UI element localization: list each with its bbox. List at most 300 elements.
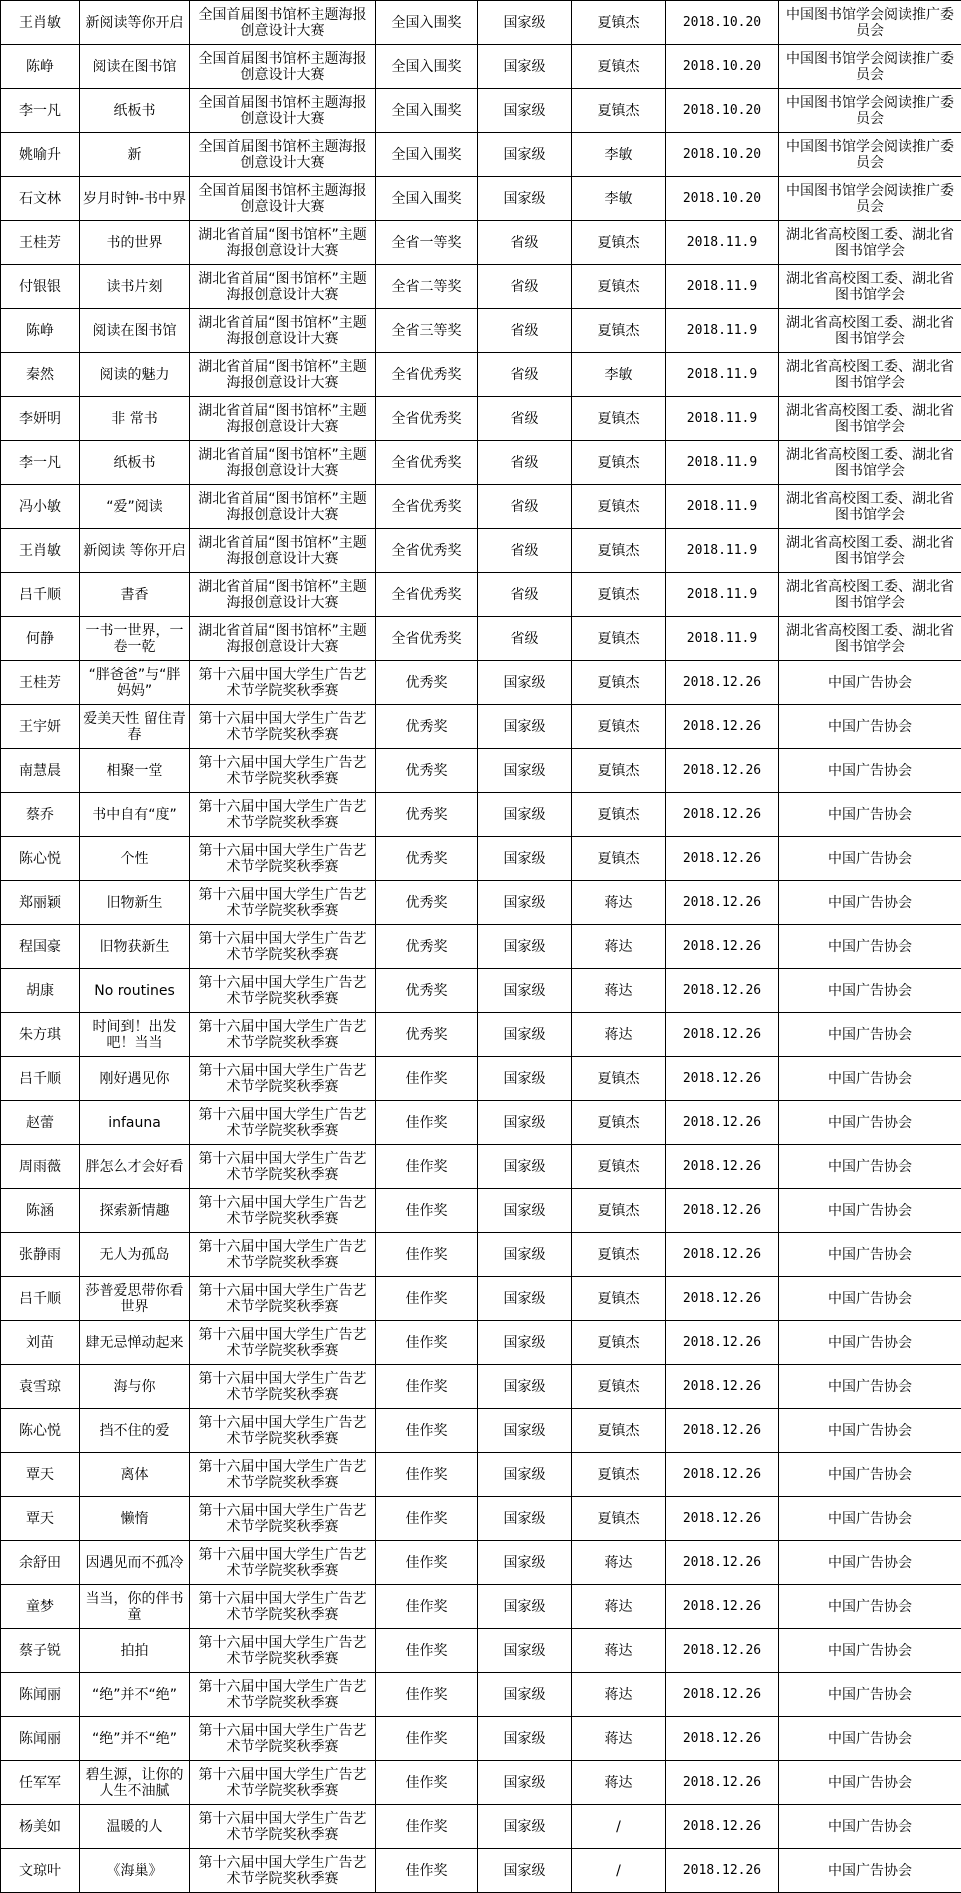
award-level-cell: 优秀奖 — [376, 925, 478, 969]
competition-name-cell: 第十六届中国大学生广告艺术节学院奖秋季赛 — [190, 1761, 376, 1805]
award-grade-cell: 国家级 — [478, 133, 572, 177]
work-title-cell: 拍拍 — [80, 1629, 190, 1673]
student-name-cell: 朱方琪 — [1, 1013, 80, 1057]
work-title-cell: 懒惰 — [80, 1497, 190, 1541]
award-date-cell: 2018.12.26 — [666, 1717, 779, 1761]
advisor-cell: 李敏 — [572, 353, 666, 397]
table-row — [1, 881, 961, 925]
student-name-cell: 陈闻丽 — [1, 1673, 80, 1717]
organizer-cell: 中国广告协会 — [779, 881, 961, 925]
award-grade-cell: 省级 — [478, 485, 572, 529]
award-date-cell: 2018.11.9 — [666, 397, 779, 441]
advisor-cell: 蒋达 — [572, 1541, 666, 1585]
competition-name-cell: 湖北省首届“图书馆杯”主题海报创意设计大赛 — [190, 397, 376, 441]
award-level-cell: 优秀奖 — [376, 705, 478, 749]
award-date-cell: 2018.10.20 — [666, 1, 779, 45]
table-row — [1, 1, 961, 45]
award-grade-cell: 国家级 — [478, 705, 572, 749]
award-grade-cell: 国家级 — [478, 1057, 572, 1101]
award-level-cell: 佳作奖 — [376, 1673, 478, 1717]
award-grade-cell: 国家级 — [478, 881, 572, 925]
award-date-cell: 2018.11.9 — [666, 353, 779, 397]
student-name-cell: 文琼叶 — [1, 1849, 80, 1893]
advisor-cell: 蒋达 — [572, 1761, 666, 1805]
advisor-cell: 夏镇杰 — [572, 485, 666, 529]
student-name-cell: 秦然 — [1, 353, 80, 397]
competition-name-cell: 湖北省首届“图书馆杯”主题海报创意设计大赛 — [190, 485, 376, 529]
award-grade-cell: 国家级 — [478, 1321, 572, 1365]
award-date-cell: 2018.12.26 — [666, 1013, 779, 1057]
award-level-cell: 佳作奖 — [376, 1145, 478, 1189]
advisor-cell: 李敏 — [572, 133, 666, 177]
table-row — [1, 309, 961, 353]
award-date-cell: 2018.10.20 — [666, 133, 779, 177]
award-level-cell: 全国入围奖 — [376, 177, 478, 221]
organizer-cell: 中国广告协会 — [779, 749, 961, 793]
award-grade-cell: 国家级 — [478, 793, 572, 837]
table-row — [1, 1497, 961, 1541]
competition-name-cell: 第十六届中国大学生广告艺术节学院奖秋季赛 — [190, 1233, 376, 1277]
award-date-cell: 2018.12.26 — [666, 1057, 779, 1101]
student-name-cell: 覃天 — [1, 1497, 80, 1541]
award-grade-cell: 国家级 — [478, 1101, 572, 1145]
student-name-cell: 蔡乔 — [1, 793, 80, 837]
award-level-cell: 佳作奖 — [376, 1189, 478, 1233]
table-row — [1, 1849, 961, 1893]
advisor-cell: 夏镇杰 — [572, 529, 666, 573]
table-row — [1, 837, 961, 881]
organizer-cell: 中国图书馆学会阅读推广委员会 — [779, 177, 961, 221]
award-grade-cell: 省级 — [478, 221, 572, 265]
award-level-cell: 佳作奖 — [376, 1497, 478, 1541]
advisor-cell: 夏镇杰 — [572, 573, 666, 617]
award-date-cell: 2018.12.26 — [666, 1277, 779, 1321]
work-title-cell: 书中自有“度” — [80, 793, 190, 837]
award-date-cell: 2018.11.9 — [666, 485, 779, 529]
award-grade-cell: 国家级 — [478, 45, 572, 89]
award-date-cell: 2018.12.26 — [666, 1497, 779, 1541]
organizer-cell: 中国广告协会 — [779, 1849, 961, 1893]
competition-name-cell: 湖北省首届“图书馆杯”主题海报创意设计大赛 — [190, 309, 376, 353]
award-grade-cell: 国家级 — [478, 661, 572, 705]
award-date-cell: 2018.10.20 — [666, 89, 779, 133]
competition-name-cell: 第十六届中国大学生广告艺术节学院奖秋季赛 — [190, 1453, 376, 1497]
student-name-cell: 李妍明 — [1, 397, 80, 441]
organizer-cell: 中国广告协会 — [779, 1145, 961, 1189]
award-grade-cell: 省级 — [478, 573, 572, 617]
student-name-cell: 任军军 — [1, 1761, 80, 1805]
student-name-cell: 余舒田 — [1, 1541, 80, 1585]
competition-name-cell: 湖北省首届“图书馆杯”主题海报创意设计大赛 — [190, 265, 376, 309]
competition-name-cell: 第十六届中国大学生广告艺术节学院奖秋季赛 — [190, 925, 376, 969]
student-name-cell: 周雨薇 — [1, 1145, 80, 1189]
organizer-cell: 中国广告协会 — [779, 1585, 961, 1629]
work-title-cell: 当当，你的伴书童 — [80, 1585, 190, 1629]
table-row — [1, 529, 961, 573]
student-name-cell: 吕千顺 — [1, 1277, 80, 1321]
award-date-cell: 2018.11.9 — [666, 617, 779, 661]
work-title-cell: 纸板书 — [80, 89, 190, 133]
award-date-cell: 2018.12.26 — [666, 1145, 779, 1189]
award-level-cell: 佳作奖 — [376, 1233, 478, 1277]
organizer-cell: 中国广告协会 — [779, 1497, 961, 1541]
competition-name-cell: 全国首届图书馆杯主题海报创意设计大赛 — [190, 133, 376, 177]
student-name-cell: 吕千顺 — [1, 573, 80, 617]
award-level-cell: 优秀奖 — [376, 661, 478, 705]
award-level-cell: 佳作奖 — [376, 1277, 478, 1321]
competition-name-cell: 第十六届中国大学生广告艺术节学院奖秋季赛 — [190, 749, 376, 793]
competition-name-cell: 第十六届中国大学生广告艺术节学院奖秋季赛 — [190, 1673, 376, 1717]
award-date-cell: 2018.12.26 — [666, 1541, 779, 1585]
table-row — [1, 441, 961, 485]
student-name-cell: 南慧晨 — [1, 749, 80, 793]
organizer-cell: 湖北省高校图工委、湖北省图书馆学会 — [779, 485, 961, 529]
advisor-cell: 夏镇杰 — [572, 705, 666, 749]
student-name-cell: 童梦 — [1, 1585, 80, 1629]
table-row — [1, 1145, 961, 1189]
award-grade-cell: 国家级 — [478, 1145, 572, 1189]
work-title-cell: 書香 — [80, 573, 190, 617]
student-name-cell: 张静雨 — [1, 1233, 80, 1277]
student-name-cell: 石文林 — [1, 177, 80, 221]
advisor-cell: 夏镇杰 — [572, 1, 666, 45]
student-name-cell: 王桂芳 — [1, 221, 80, 265]
competition-name-cell: 第十六届中国大学生广告艺术节学院奖秋季赛 — [190, 705, 376, 749]
award-grade-cell: 国家级 — [478, 969, 572, 1013]
student-name-cell: 袁雪琼 — [1, 1365, 80, 1409]
work-title-cell: 阅读在图书馆 — [80, 309, 190, 353]
award-level-cell: 全国入围奖 — [376, 133, 478, 177]
award-date-cell: 2018.12.26 — [666, 1321, 779, 1365]
student-name-cell: 姚喻升 — [1, 133, 80, 177]
table-row — [1, 617, 961, 661]
award-date-cell: 2018.11.9 — [666, 265, 779, 309]
table-row — [1, 661, 961, 705]
advisor-cell: 夏镇杰 — [572, 1365, 666, 1409]
table-row — [1, 793, 961, 837]
award-grade-cell: 国家级 — [478, 925, 572, 969]
organizer-cell: 湖北省高校图工委、湖北省图书馆学会 — [779, 221, 961, 265]
award-grade-cell: 国家级 — [478, 1497, 572, 1541]
student-name-cell: 李一凡 — [1, 89, 80, 133]
award-date-cell: 2018.12.26 — [666, 1365, 779, 1409]
advisor-cell: 夏镇杰 — [572, 749, 666, 793]
student-name-cell: 付银银 — [1, 265, 80, 309]
table-row — [1, 1585, 961, 1629]
award-date-cell: 2018.12.26 — [666, 749, 779, 793]
advisor-cell: 蒋达 — [572, 1013, 666, 1057]
work-title-cell: 碧生源，让你的人生不油腻 — [80, 1761, 190, 1805]
award-level-cell: 优秀奖 — [376, 837, 478, 881]
advisor-cell: 夏镇杰 — [572, 397, 666, 441]
student-name-cell: 蔡子锐 — [1, 1629, 80, 1673]
award-date-cell: 2018.12.26 — [666, 1233, 779, 1277]
organizer-cell: 中国广告协会 — [779, 1321, 961, 1365]
work-title-cell: 温暖的人 — [80, 1805, 190, 1849]
work-title-cell: 旧物获新生 — [80, 925, 190, 969]
work-title-cell: 新 — [80, 133, 190, 177]
organizer-cell: 中国图书馆学会阅读推广委员会 — [779, 89, 961, 133]
work-title-cell: 离体 — [80, 1453, 190, 1497]
award-level-cell: 全省优秀奖 — [376, 441, 478, 485]
organizer-cell: 中国广告协会 — [779, 1101, 961, 1145]
competition-name-cell: 第十六届中国大学生广告艺术节学院奖秋季赛 — [190, 1849, 376, 1893]
competition-name-cell: 第十六届中国大学生广告艺术节学院奖秋季赛 — [190, 1409, 376, 1453]
student-name-cell: 李一凡 — [1, 441, 80, 485]
student-name-cell: 吕千顺 — [1, 1057, 80, 1101]
student-name-cell: 覃天 — [1, 1453, 80, 1497]
competition-name-cell: 第十六届中国大学生广告艺术节学院奖秋季赛 — [190, 1321, 376, 1365]
award-level-cell: 佳作奖 — [376, 1805, 478, 1849]
award-level-cell: 优秀奖 — [376, 1013, 478, 1057]
table-row — [1, 1321, 961, 1365]
award-level-cell: 佳作奖 — [376, 1057, 478, 1101]
student-name-cell: 陈涵 — [1, 1189, 80, 1233]
award-level-cell: 全省优秀奖 — [376, 573, 478, 617]
competition-name-cell: 湖北省首届“图书馆杯”主题海报创意设计大赛 — [190, 353, 376, 397]
table-row — [1, 89, 961, 133]
work-title-cell: 旧物新生 — [80, 881, 190, 925]
award-level-cell: 优秀奖 — [376, 793, 478, 837]
award-grade-cell: 国家级 — [478, 749, 572, 793]
work-title-cell: 无人为孤岛 — [80, 1233, 190, 1277]
award-level-cell: 全省三等奖 — [376, 309, 478, 353]
student-name-cell: 陈峥 — [1, 309, 80, 353]
organizer-cell: 中国广告协会 — [779, 1365, 961, 1409]
award-level-cell: 佳作奖 — [376, 1541, 478, 1585]
organizer-cell: 中国广告协会 — [779, 1717, 961, 1761]
competition-name-cell: 湖北省首届“图书馆杯”主题海报创意设计大赛 — [190, 617, 376, 661]
organizer-cell: 中国广告协会 — [779, 1277, 961, 1321]
student-name-cell: 陈心悦 — [1, 1409, 80, 1453]
competition-name-cell: 第十六届中国大学生广告艺术节学院奖秋季赛 — [190, 661, 376, 705]
student-name-cell: 程国豪 — [1, 925, 80, 969]
award-date-cell: 2018.12.26 — [666, 1409, 779, 1453]
work-title-cell: 刚好遇见你 — [80, 1057, 190, 1101]
work-title-cell: “爱”阅读 — [80, 485, 190, 529]
table-row — [1, 969, 961, 1013]
organizer-cell: 中国广告协会 — [779, 1805, 961, 1849]
award-date-cell: 2018.10.20 — [666, 177, 779, 221]
award-grade-cell: 省级 — [478, 617, 572, 661]
award-level-cell: 全省一等奖 — [376, 221, 478, 265]
advisor-cell: / — [572, 1849, 666, 1893]
competition-name-cell: 第十六届中国大学生广告艺术节学院奖秋季赛 — [190, 1629, 376, 1673]
award-grade-cell: 国家级 — [478, 1453, 572, 1497]
award-date-cell: 2018.12.26 — [666, 1629, 779, 1673]
student-name-cell: 郑丽颖 — [1, 881, 80, 925]
organizer-cell: 中国图书馆学会阅读推广委员会 — [779, 1, 961, 45]
award-date-cell: 2018.12.26 — [666, 793, 779, 837]
advisor-cell: 夏镇杰 — [572, 837, 666, 881]
award-grade-cell: 国家级 — [478, 1673, 572, 1717]
work-title-cell: 纸板书 — [80, 441, 190, 485]
award-level-cell: 佳作奖 — [376, 1629, 478, 1673]
organizer-cell: 湖北省高校图工委、湖北省图书馆学会 — [779, 309, 961, 353]
competition-name-cell: 第十六届中国大学生广告艺术节学院奖秋季赛 — [190, 1541, 376, 1585]
work-title-cell: 时间到！出发吧！当当 — [80, 1013, 190, 1057]
table-row — [1, 1717, 961, 1761]
organizer-cell: 湖北省高校图工委、湖北省图书馆学会 — [779, 573, 961, 617]
award-level-cell: 全省优秀奖 — [376, 353, 478, 397]
award-level-cell: 全省二等奖 — [376, 265, 478, 309]
work-title-cell: 因遇见而不孤冷 — [80, 1541, 190, 1585]
awards-table-body — [1, 1, 961, 1893]
competition-name-cell: 第十六届中国大学生广告艺术节学院奖秋季赛 — [190, 837, 376, 881]
award-grade-cell: 省级 — [478, 397, 572, 441]
advisor-cell: 夏镇杰 — [572, 309, 666, 353]
award-grade-cell: 国家级 — [478, 1585, 572, 1629]
table-row — [1, 1805, 961, 1849]
award-grade-cell: 国家级 — [478, 1761, 572, 1805]
advisor-cell: 夏镇杰 — [572, 1497, 666, 1541]
organizer-cell: 湖北省高校图工委、湖北省图书馆学会 — [779, 265, 961, 309]
competition-name-cell: 第十六届中国大学生广告艺术节学院奖秋季赛 — [190, 1717, 376, 1761]
award-date-cell: 2018.11.9 — [666, 221, 779, 265]
award-grade-cell: 国家级 — [478, 1277, 572, 1321]
competition-name-cell: 全国首届图书馆杯主题海报创意设计大赛 — [190, 45, 376, 89]
organizer-cell: 中国图书馆学会阅读推广委员会 — [779, 45, 961, 89]
award-grade-cell: 国家级 — [478, 1541, 572, 1585]
award-grade-cell: 国家级 — [478, 89, 572, 133]
table-row — [1, 397, 961, 441]
award-date-cell: 2018.11.9 — [666, 529, 779, 573]
competition-name-cell: 第十六届中国大学生广告艺术节学院奖秋季赛 — [190, 1013, 376, 1057]
table-row — [1, 353, 961, 397]
advisor-cell: 夏镇杰 — [572, 1409, 666, 1453]
organizer-cell: 中国广告协会 — [779, 837, 961, 881]
table-row — [1, 1189, 961, 1233]
award-date-cell: 2018.12.26 — [666, 969, 779, 1013]
advisor-cell: 夏镇杰 — [572, 1101, 666, 1145]
table-row — [1, 1233, 961, 1277]
award-date-cell: 2018.12.26 — [666, 1761, 779, 1805]
table-row — [1, 1277, 961, 1321]
student-name-cell: 赵蕾 — [1, 1101, 80, 1145]
advisor-cell: 蒋达 — [572, 1673, 666, 1717]
work-title-cell: 阅读在图书馆 — [80, 45, 190, 89]
organizer-cell: 湖北省高校图工委、湖北省图书馆学会 — [779, 441, 961, 485]
competition-name-cell: 湖北省首届“图书馆杯”主题海报创意设计大赛 — [190, 441, 376, 485]
award-date-cell: 2018.12.26 — [666, 705, 779, 749]
competition-name-cell: 第十六届中国大学生广告艺术节学院奖秋季赛 — [190, 969, 376, 1013]
table-row — [1, 1409, 961, 1453]
competition-name-cell: 湖北省首届“图书馆杯”主题海报创意设计大赛 — [190, 573, 376, 617]
organizer-cell: 中国广告协会 — [779, 661, 961, 705]
table-row — [1, 749, 961, 793]
work-title-cell: 新阅读等你开启 — [80, 1, 190, 45]
work-title-cell: infauna — [80, 1101, 190, 1145]
award-grade-cell: 国家级 — [478, 1233, 572, 1277]
student-name-cell: 王宇妍 — [1, 705, 80, 749]
table-row — [1, 133, 961, 177]
table-row — [1, 1761, 961, 1805]
advisor-cell: 蒋达 — [572, 925, 666, 969]
table-row — [1, 1365, 961, 1409]
advisor-cell: 蒋达 — [572, 1585, 666, 1629]
award-level-cell: 全省优秀奖 — [376, 485, 478, 529]
student-name-cell: 陈闻丽 — [1, 1717, 80, 1761]
award-level-cell: 优秀奖 — [376, 881, 478, 925]
advisor-cell: / — [572, 1805, 666, 1849]
work-title-cell: 个性 — [80, 837, 190, 881]
award-date-cell: 2018.10.20 — [666, 45, 779, 89]
award-grade-cell: 国家级 — [478, 1629, 572, 1673]
award-level-cell: 佳作奖 — [376, 1321, 478, 1365]
student-name-cell: 胡康 — [1, 969, 80, 1013]
advisor-cell: 夏镇杰 — [572, 617, 666, 661]
table-row — [1, 265, 961, 309]
award-level-cell: 全国入围奖 — [376, 45, 478, 89]
award-date-cell: 2018.12.26 — [666, 1673, 779, 1717]
organizer-cell: 湖北省高校图工委、湖北省图书馆学会 — [779, 397, 961, 441]
student-name-cell: 王肖敏 — [1, 529, 80, 573]
award-level-cell: 佳作奖 — [376, 1585, 478, 1629]
advisor-cell: 夏镇杰 — [572, 1233, 666, 1277]
table-row — [1, 221, 961, 265]
organizer-cell: 中国广告协会 — [779, 793, 961, 837]
award-grade-cell: 国家级 — [478, 1849, 572, 1893]
work-title-cell: 读书片刻 — [80, 265, 190, 309]
work-title-cell: 莎普爱思带你看世界 — [80, 1277, 190, 1321]
award-level-cell: 全省优秀奖 — [376, 529, 478, 573]
table-row — [1, 1673, 961, 1717]
advisor-cell: 夏镇杰 — [572, 221, 666, 265]
organizer-cell: 中国广告协会 — [779, 925, 961, 969]
advisor-cell: 蒋达 — [572, 1717, 666, 1761]
table-row — [1, 1013, 961, 1057]
award-date-cell: 2018.11.9 — [666, 441, 779, 485]
award-date-cell: 2018.12.26 — [666, 1189, 779, 1233]
work-title-cell: 新阅读 等你开启 — [80, 529, 190, 573]
work-title-cell: “绝”并不“绝” — [80, 1673, 190, 1717]
award-grade-cell: 省级 — [478, 353, 572, 397]
student-name-cell: 陈峥 — [1, 45, 80, 89]
award-grade-cell: 国家级 — [478, 1013, 572, 1057]
award-date-cell: 2018.12.26 — [666, 1585, 779, 1629]
student-name-cell: 何静 — [1, 617, 80, 661]
award-grade-cell: 国家级 — [478, 1, 572, 45]
organizer-cell: 中国广告协会 — [779, 1189, 961, 1233]
competition-name-cell: 第十六届中国大学生广告艺术节学院奖秋季赛 — [190, 1057, 376, 1101]
award-grade-cell: 国家级 — [478, 177, 572, 221]
advisor-cell: 李敏 — [572, 177, 666, 221]
award-date-cell: 2018.12.26 — [666, 1101, 779, 1145]
advisor-cell: 夏镇杰 — [572, 441, 666, 485]
student-name-cell: 王肖敏 — [1, 1, 80, 45]
work-title-cell: 胖怎么才会好看 — [80, 1145, 190, 1189]
organizer-cell: 中国广告协会 — [779, 1057, 961, 1101]
award-level-cell: 全省优秀奖 — [376, 397, 478, 441]
advisor-cell: 蒋达 — [572, 1629, 666, 1673]
table-row — [1, 1541, 961, 1585]
advisor-cell: 夏镇杰 — [572, 89, 666, 133]
award-grade-cell: 省级 — [478, 265, 572, 309]
award-grade-cell: 省级 — [478, 309, 572, 353]
award-level-cell: 佳作奖 — [376, 1101, 478, 1145]
award-grade-cell: 国家级 — [478, 837, 572, 881]
competition-name-cell: 第十六届中国大学生广告艺术节学院奖秋季赛 — [190, 881, 376, 925]
competition-name-cell: 第十六届中国大学生广告艺术节学院奖秋季赛 — [190, 1365, 376, 1409]
work-title-cell: No routines — [80, 969, 190, 1013]
award-date-cell: 2018.12.26 — [666, 1805, 779, 1849]
organizer-cell: 中国广告协会 — [779, 1453, 961, 1497]
competition-name-cell: 第十六届中国大学生广告艺术节学院奖秋季赛 — [190, 1189, 376, 1233]
student-name-cell: 王桂芳 — [1, 661, 80, 705]
competition-name-cell: 第十六届中国大学生广告艺术节学院奖秋季赛 — [190, 1277, 376, 1321]
advisor-cell: 夏镇杰 — [572, 661, 666, 705]
competition-name-cell: 全国首届图书馆杯主题海报创意设计大赛 — [190, 177, 376, 221]
